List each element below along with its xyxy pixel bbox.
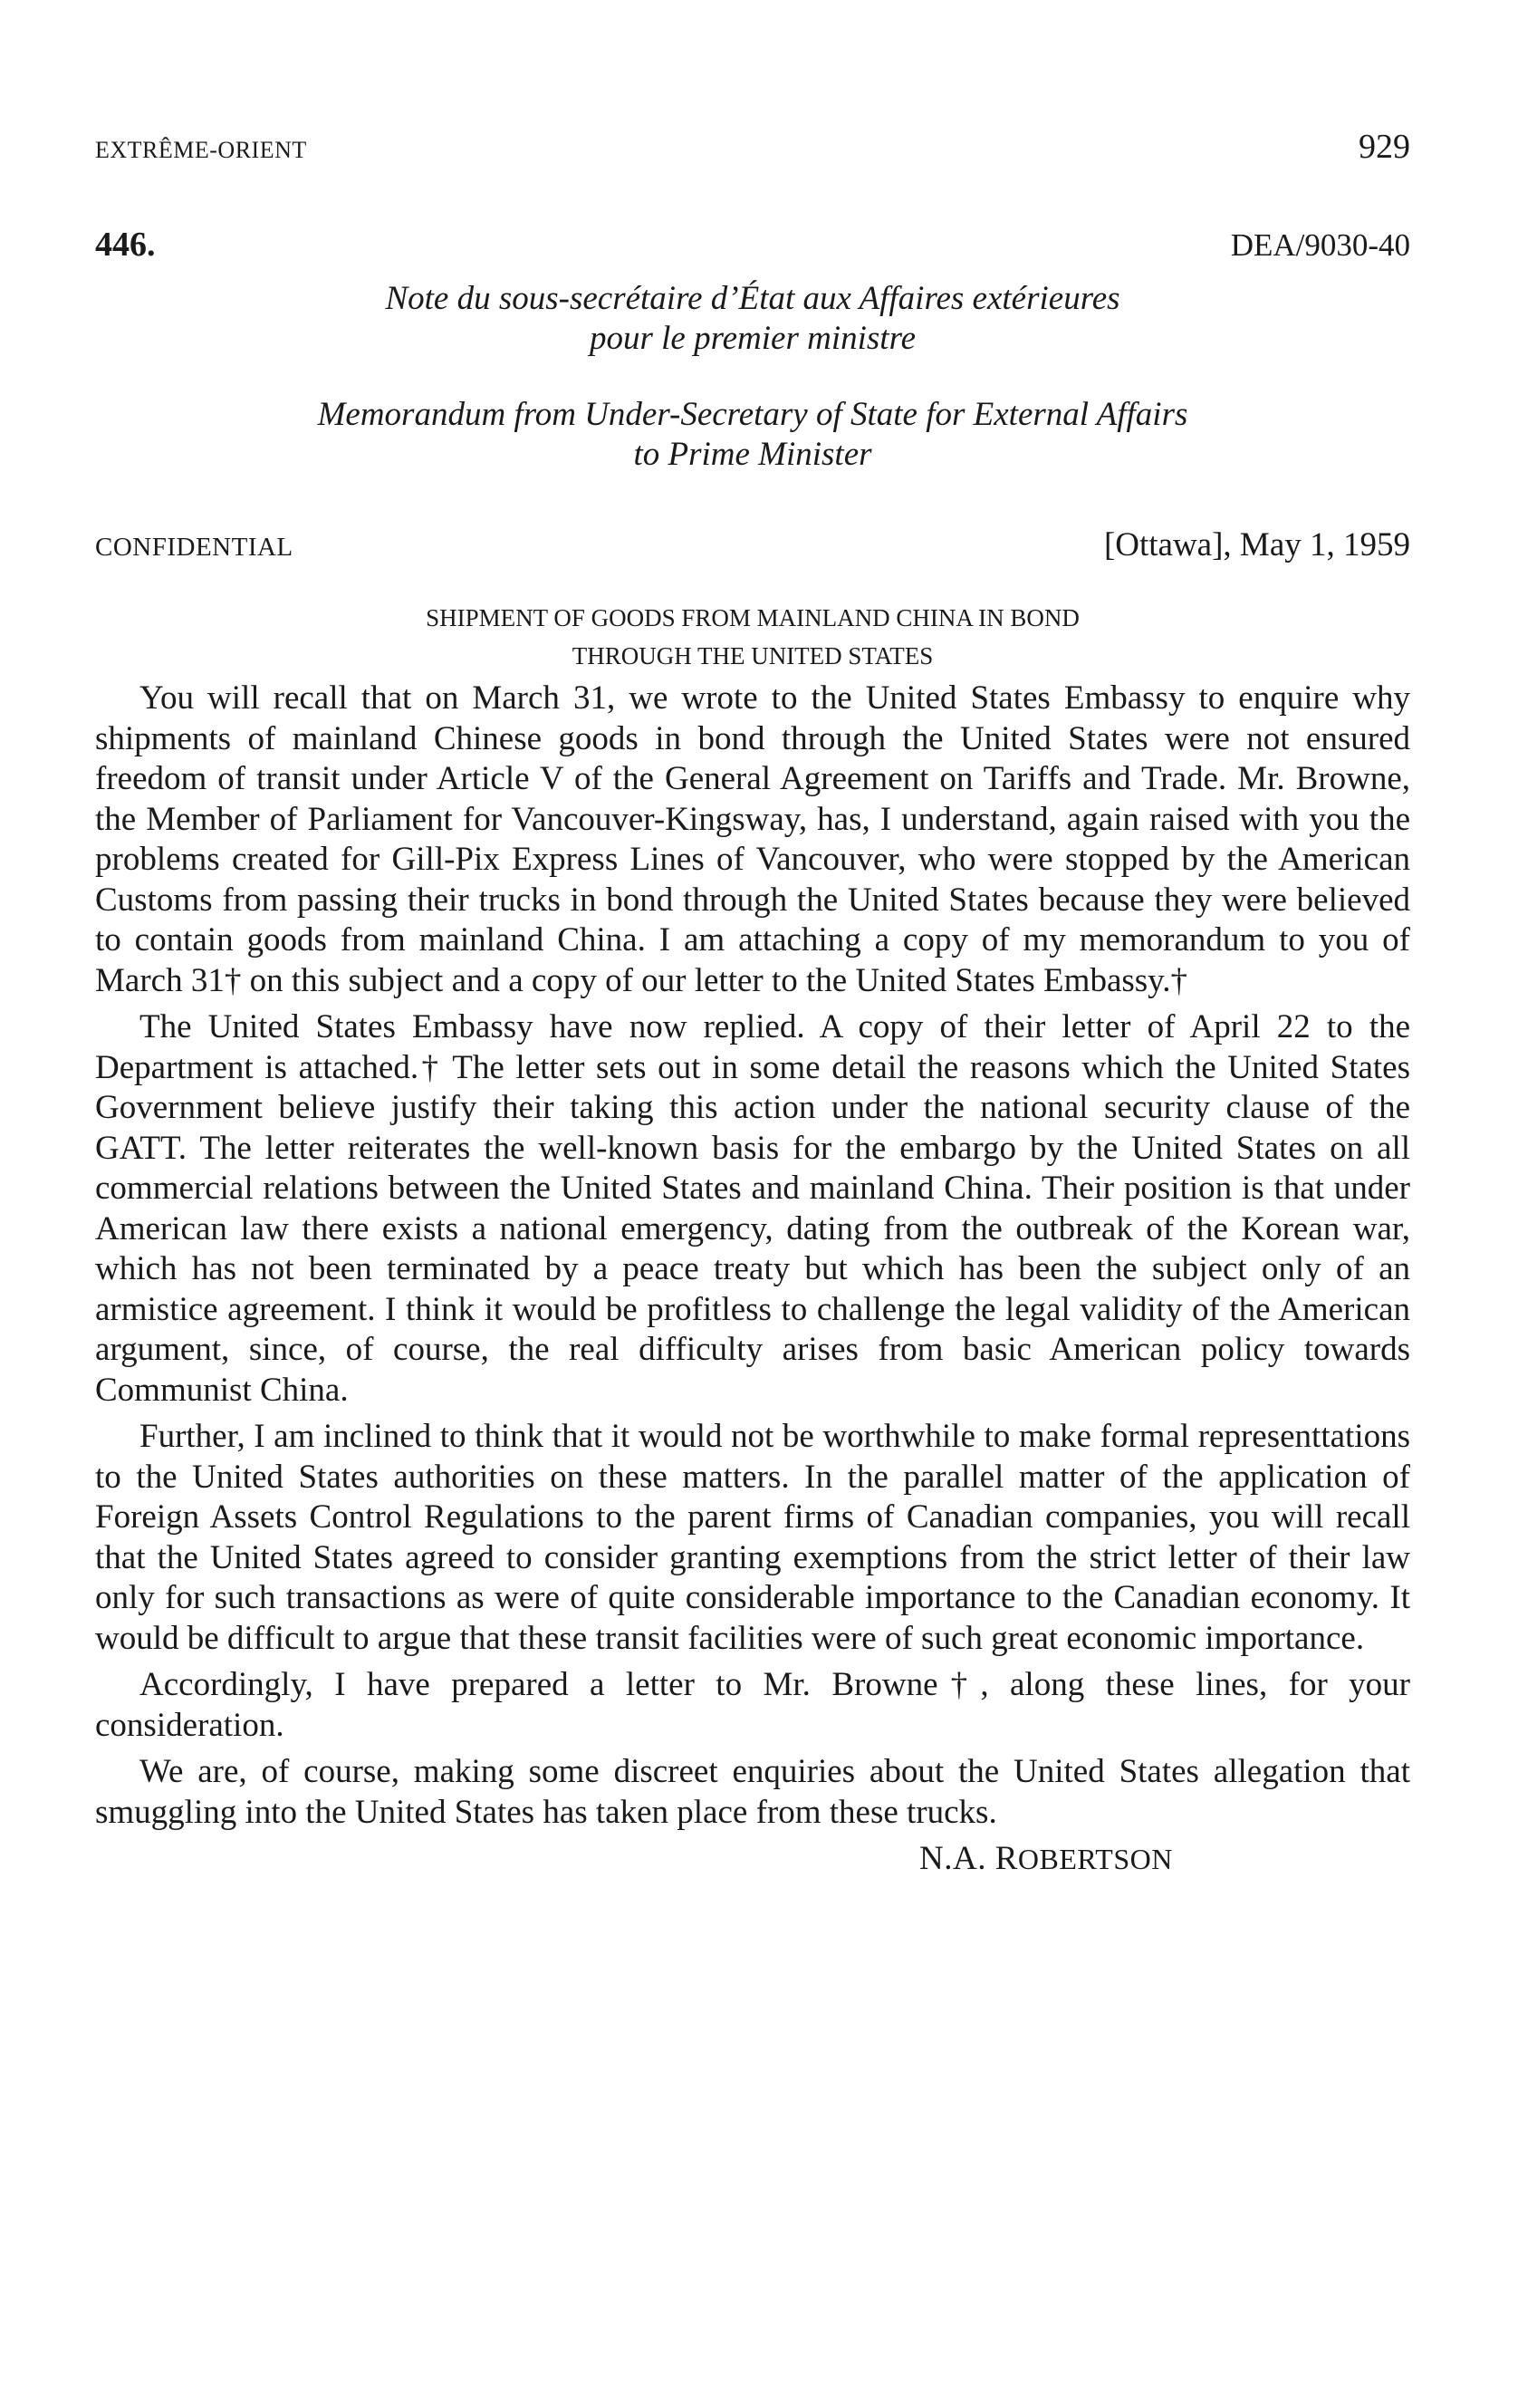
document-reference: DEA/9030-40 <box>1230 227 1410 263</box>
running-title: EXTRÊME-ORIENT <box>95 137 307 163</box>
dateline: [Ottawa], May 1, 1959 <box>1103 526 1410 563</box>
classification-row <box>95 525 1410 564</box>
subject-line-1: SHIPMENT OF GOODS FROM MAINLAND CHINA IN BOND <box>426 604 1080 631</box>
body-paragraph: The United States Embassy have now replied. A copy of their letter of April 22 to the Department is attached.† The letter sets out in some detail the reasons which the United States Government believe justify their taking this action under the national security clause of the GATT. The letter reiterates the well-known basis for the embargo by the United States on all commercial relations between the United States and mainland China. Their position is that under American law there exists a national emergency, dating from the outbreak of the Korean war, which has not been terminated by a peace treaty but which has been the subject only of an armistice agreement. I think it would be profitless to challenge the legal validity of the American argument, since, of course, the real difficulty arises from basic American policy towards Communist China. <box>95 1008 1410 1409</box>
document-heading <box>95 225 1410 265</box>
body-paragraph: Accordingly, I have prepared a letter to Mr. Browne†, along these lines, for your consideration. <box>95 1666 1410 1744</box>
signature-initials: N.A. R <box>919 1840 1018 1877</box>
subject-line-2: THROUGH THE UNITED STATES <box>572 642 934 669</box>
page-number: 929 <box>1359 128 1410 166</box>
title-english-line-2: to Prime Minister <box>633 436 872 473</box>
body-paragraph: Further, I am inclined to think that it would not be worthwhile to make formal representtations to the United States authorities on these matters. In the parallel matter of the application of Foreign Assets Control Regulations to the parent firms of Canadian companies, you will recall that the United States agreed to consider granting exemptions from the strict letter of their law only for such transactions as were of quite considerable importance to the Canadian economy. It would be difficult to argue that these transit facilities were of such great economic importance. <box>95 1418 1410 1657</box>
classification-label: CONFIDENTIAL <box>95 533 293 562</box>
signature <box>919 1839 1410 1878</box>
document-titles <box>95 279 1410 475</box>
document-number: 446. <box>95 226 156 264</box>
body-paragraph: We are, of course, making some discreet enquiries about the United States allegation that smuggling into the United States has taken place from these trucks. <box>95 1753 1410 1831</box>
title-english-line-1: Memorandum from Under-Secretary of State for External Affairs <box>317 396 1188 433</box>
signature-surname-smallcaps: OBERTSON <box>1017 1843 1173 1875</box>
memo-body <box>95 679 1410 1833</box>
title-french-line-2: pour le premier ministre <box>589 320 917 357</box>
title-spacer <box>95 359 1410 395</box>
document-page <box>95 127 1410 1878</box>
body-paragraph: You will recall that on March 31, we wrote to the United States Embassy to enquire why shipments of mainland Chinese goods in bond through the United States were not ensured freedom of transit under Article V of the General Agreement on Tariffs and Trade. Mr. Browne, the Member of Parliament for Vancouver-Kingsway, has, I understand, again raised with you the problems created for Gill-Pix Express Lines of Vancouver, who were stopped by the American Customs from passing their trucks in bond through the United States because they were believed to contain goods from mainland China. I am attaching a copy of my memorandum to you of March 31† on this subject and a copy of our letter to the United States Embassy.† <box>95 679 1410 999</box>
title-french-line-1: Note du sous-secrétaire d’État aux Affaires extérieures <box>385 280 1120 317</box>
subject-heading <box>95 599 1410 675</box>
running-head <box>95 127 1410 181</box>
